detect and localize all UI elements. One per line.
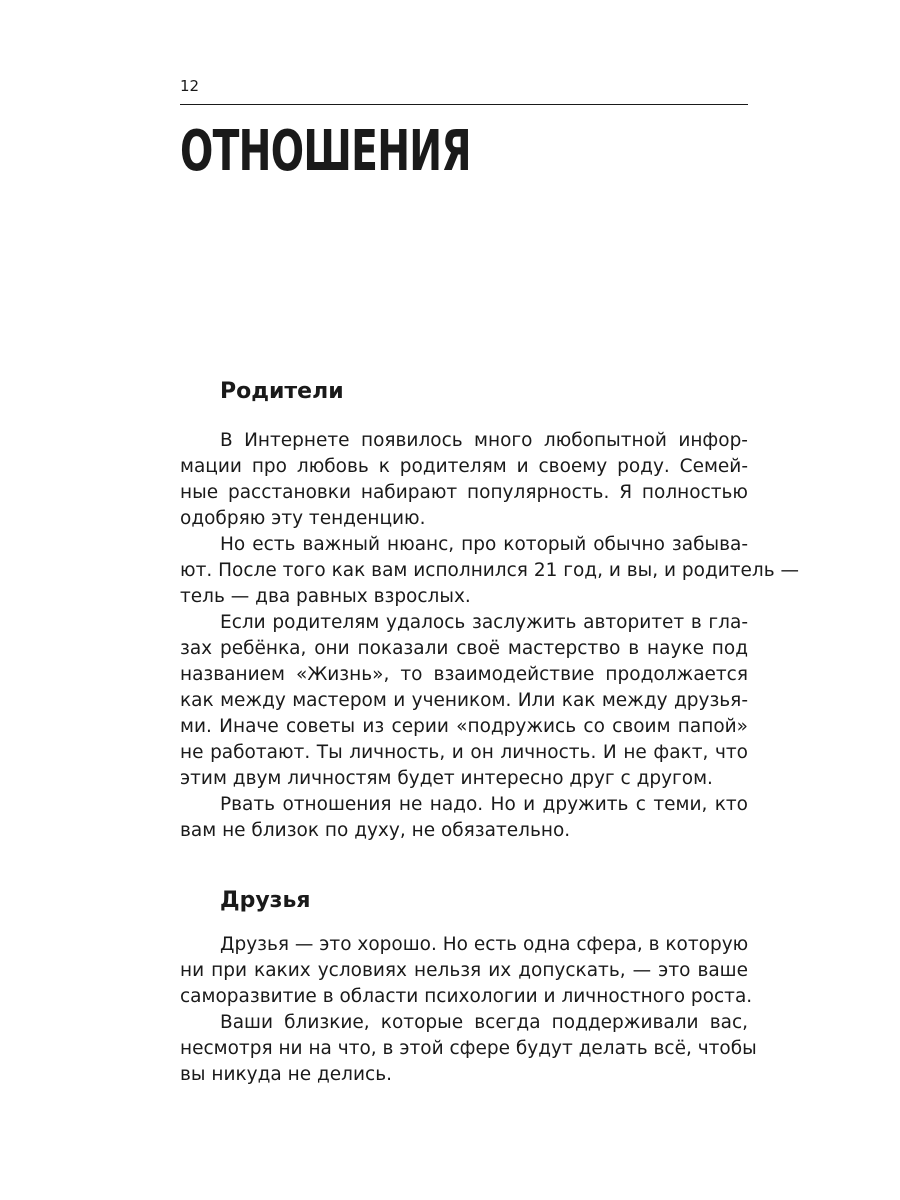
text-line: тель — два равных взрослых. (180, 586, 471, 607)
paragraph (180, 932, 753, 1010)
text-line: Если родителям удалось заслужить авторитет в гла- (220, 612, 748, 633)
text-line: ные расстановки набирают популярность. Я полностью (180, 482, 748, 503)
text-line: вы никуда не делись. (180, 1064, 392, 1085)
text-line: вам не близок по духу, не обязательно. (180, 820, 571, 841)
text-line: Друзья — это хорошо. Но есть одна сфера, в которую (220, 934, 749, 955)
text-line: не работают. Ты личность, и он личность. И не факт, что (180, 742, 748, 763)
header-rule (180, 104, 748, 105)
section-heading-parents: Родители (220, 379, 344, 404)
section-body-friends (180, 932, 757, 1088)
text-line: названием «Жизнь», то взаимодействие продолжается (180, 664, 748, 685)
text-line: одобряю эту тенденцию. (180, 508, 426, 529)
text-line: зах ребёнка, они показали своё мастерство в науке под (180, 638, 748, 659)
paragraph (180, 792, 748, 844)
text-line: Ваши близкие, которые всегда поддерживали вас, (220, 1012, 748, 1033)
text-line: как между мастером и учеником. Или как между друзья- (180, 690, 748, 711)
paragraph (180, 610, 748, 792)
page-number: 12 (180, 77, 200, 95)
section-heading-friends: Друзья (220, 888, 311, 913)
text-line: этим двум личностям будет интересно друг с другом. (180, 768, 713, 789)
text-line: В Интернете появилось много любопытной инфор- (220, 430, 748, 451)
paragraph (180, 1010, 757, 1088)
section-body-parents (180, 428, 800, 844)
text-line: ют. После того как вам исполнился 21 год, и вы, и родитель — (180, 560, 800, 581)
text-line: ми. Иначе советы из серии «подружись со своим папой» (180, 716, 748, 737)
chapter-title: ОТНОШЕНИЯ (180, 119, 471, 184)
text-line: Рвать отношения не надо. Но и дружить с теми, кто (220, 794, 748, 815)
text-line: саморазвитие в области психологии и личностного роста. (180, 986, 753, 1007)
text-line: мации про любовь к родителям и своему роду. Семей- (180, 456, 748, 477)
text-line: ни при каких условиях нельзя их допускать, — это ваше (180, 960, 748, 981)
text-line: Но есть важный нюанс, про который обычно забыва- (220, 534, 748, 555)
text-line: несмотря ни на что, в этой сфере будут делать всё, чтобы (180, 1038, 757, 1059)
paragraph (180, 532, 800, 610)
paragraph (180, 428, 748, 532)
